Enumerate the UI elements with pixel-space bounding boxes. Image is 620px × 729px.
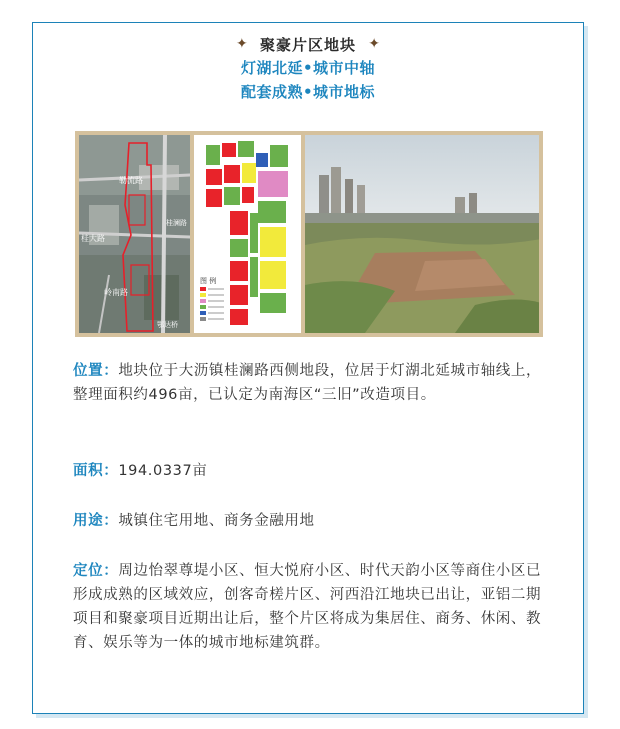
map-label-road6: 鄂达桥 xyxy=(157,321,178,329)
map-label-road4: 岭南路 xyxy=(104,288,128,297)
position-paragraph xyxy=(73,559,549,655)
location-text: 地块位于大沥镇桂澜路西侧地段，位居于灯湖北延城市轴线上，整理面积约496亩，已认定为南海区“三旧”改造项目。 xyxy=(73,363,542,403)
slogan-line-2: 配套成熟•城市地标 xyxy=(240,83,376,101)
photo-strip xyxy=(75,131,543,337)
slogan-line-1: 灯湖北延•城市中轴 xyxy=(240,59,376,77)
use-label: 用途： xyxy=(73,513,119,529)
map-label-road1: 勒流路 xyxy=(119,176,143,185)
area-label: 面积： xyxy=(73,463,119,479)
use-text: 城镇住宅用地、商务金融用地 xyxy=(118,513,315,529)
plan-legend-title: 图 例 xyxy=(200,277,217,285)
area-text: 194.0337亩 xyxy=(118,463,208,479)
location-paragraph xyxy=(73,359,549,407)
page-title: 聚豪片区地块 xyxy=(254,34,362,57)
location-label: 位置： xyxy=(73,363,119,379)
sparkle-icon: ✦ xyxy=(235,36,248,52)
position-text: 周边怡翠尊堤小区、恒大悦府小区、时代天韵小区等商住小区已形成成熟的区域效应，创客奇槎片区、河西沿江地块已出让，亚铝二期项目和聚豪项目近期出让后，整个片区将成为集居住、商务、休闲、教育、娱乐等为一体的城市地标建筑群。 xyxy=(73,563,542,651)
zoning-plan-image xyxy=(194,135,301,333)
area-paragraph xyxy=(73,459,549,483)
sparkle-icon: ✦ xyxy=(368,36,380,52)
aerial-map-image xyxy=(79,135,190,333)
use-paragraph xyxy=(73,509,549,533)
position-label: 定位： xyxy=(73,563,119,579)
map-label-road2: 桂澜路 xyxy=(166,219,187,227)
content-card xyxy=(32,22,584,714)
site-photo-image xyxy=(305,135,539,333)
map-label-road5: 桂大路 xyxy=(81,234,105,243)
title-bar xyxy=(33,34,583,57)
